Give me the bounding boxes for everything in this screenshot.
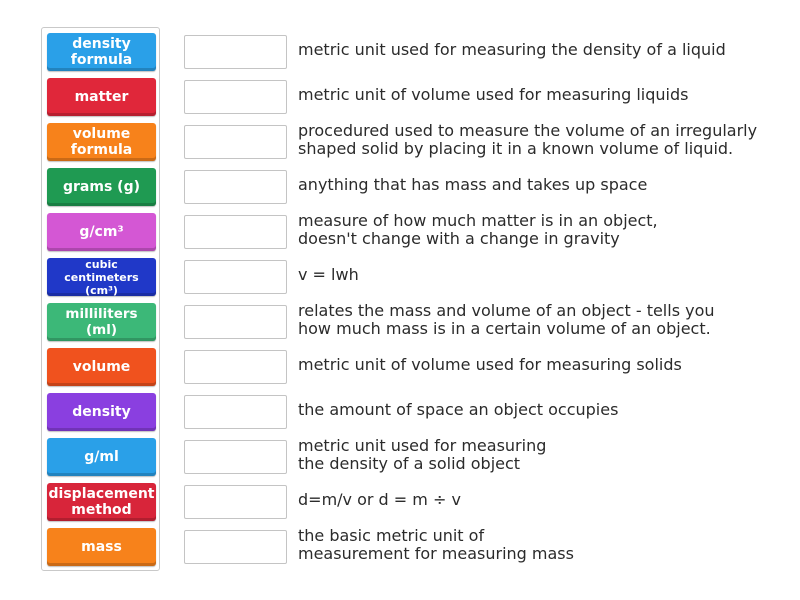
- drop-box-2[interactable]: [184, 80, 287, 114]
- clue-3: procedured used to measure the volume of an irregularly shaped solid by placing it in a known volume of liquid.: [298, 121, 758, 158]
- tile-mass[interactable]: mass: [47, 528, 156, 566]
- drop-box-11[interactable]: [184, 485, 287, 519]
- tile-cubic-centimeters[interactable]: cubic centimeters (cm³): [47, 258, 156, 296]
- drop-box-7[interactable]: [184, 305, 287, 339]
- drop-box-4[interactable]: [184, 170, 287, 204]
- tile-g-cm3[interactable]: g/cm³: [47, 213, 156, 251]
- drop-box-6[interactable]: [184, 260, 287, 294]
- clue-5: measure of how much matter is in an object, doesn't change with a change in gravity: [298, 211, 658, 248]
- drop-box-1[interactable]: [184, 35, 287, 69]
- drop-box-12[interactable]: [184, 530, 287, 564]
- drop-box-10[interactable]: [184, 440, 287, 474]
- clue-6: v = lwh: [298, 265, 359, 284]
- tile-g-ml[interactable]: g/ml: [47, 438, 156, 476]
- drop-box-9[interactable]: [184, 395, 287, 429]
- word-bank: [41, 27, 160, 571]
- tile-volume[interactable]: volume: [47, 348, 156, 386]
- clue-9: the amount of space an object occupies: [298, 400, 619, 419]
- clue-1: metric unit used for measuring the density of a liquid: [298, 40, 726, 59]
- tile-density[interactable]: density: [47, 393, 156, 431]
- tile-density-formula[interactable]: density formula: [47, 33, 156, 71]
- clue-11: d=m/v or d = m ÷ v: [298, 490, 461, 509]
- tile-volume-formula[interactable]: volume formula: [47, 123, 156, 161]
- clue-2: metric unit of volume used for measuring liquids: [298, 85, 689, 104]
- drop-box-5[interactable]: [184, 215, 287, 249]
- tile-displacement-method[interactable]: displacement method: [47, 483, 156, 521]
- tile-milliliters[interactable]: milliliters (ml): [47, 303, 156, 341]
- tile-grams[interactable]: grams (g): [47, 168, 156, 206]
- drop-box-3[interactable]: [184, 125, 287, 159]
- drop-box-8[interactable]: [184, 350, 287, 384]
- clue-12: the basic metric unit of measurement for measuring mass: [298, 526, 574, 563]
- clue-10: metric unit used for measuring the density of a solid object: [298, 436, 547, 473]
- tile-matter[interactable]: matter: [47, 78, 156, 116]
- clue-7: relates the mass and volume of an object - tells you how much mass is in a certain volume of an object.: [298, 301, 715, 338]
- clue-4: anything that has mass and takes up space: [298, 175, 648, 194]
- clue-8: metric unit of volume used for measuring solids: [298, 355, 682, 374]
